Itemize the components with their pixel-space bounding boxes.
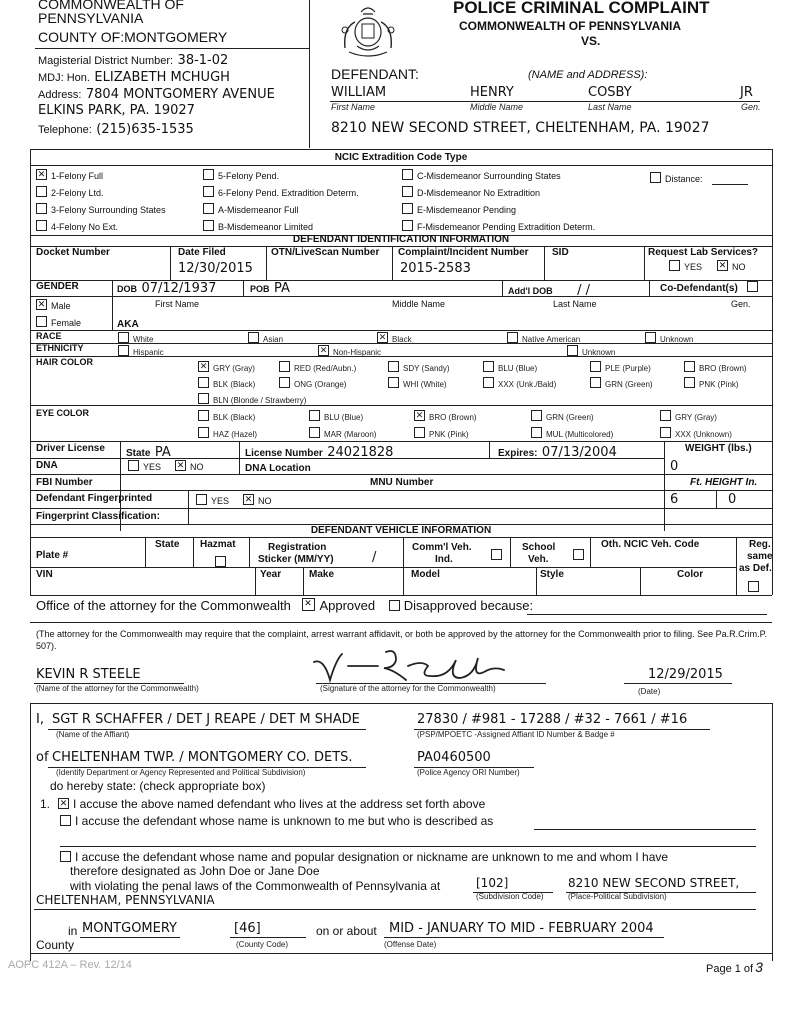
- page-label: Page 1 of: [706, 963, 754, 975]
- first-name-caption-2: First Name: [155, 299, 200, 309]
- attorney-name-caption: (Name of the attorney for the Commonwealth): [36, 684, 199, 693]
- hair-bln: BLN (Blonde / Strawberry): [198, 393, 306, 405]
- color-label: Color: [677, 569, 704, 580]
- page-total: 3: [755, 959, 763, 975]
- school-label: School: [522, 542, 556, 553]
- accuse-1-row: [40, 797, 485, 811]
- form-subtitle: COMMONWEALTH OF PENNSYLVANIA: [459, 19, 681, 33]
- hereby-state: do hereby state: (check appropriate box): [50, 779, 266, 793]
- hair-bro: BRO (Brown): [684, 361, 747, 373]
- eye-mar: MAR (Maroon): [309, 427, 376, 439]
- middle-name-caption-2: Middle Name: [392, 299, 446, 309]
- affiant-ids-caption: (PSP/MPOETC -Assigned Affiant ID Number & Badge #: [417, 730, 615, 739]
- defendant-address: 8210 NEW SECOND STREET, CHELTENHAM, PA. 19027: [331, 120, 710, 136]
- gender-male: ✕Male: [36, 299, 71, 311]
- county-name: MONTGOMERY: [82, 921, 177, 936]
- gen-caption-2: Gen.: [731, 299, 751, 309]
- eye-bro: ✕ BRO (Brown): [414, 410, 477, 422]
- complaint-label: Complaint/Incident Number: [398, 247, 529, 258]
- dna-location-label: DNA Location: [245, 463, 311, 474]
- hair-sdy: SDY (Sandy): [388, 361, 450, 373]
- school-label-2: Veh.: [528, 554, 549, 565]
- dob-row: DOB 07/12/1937: [117, 281, 217, 296]
- expires: 07/13/2004: [541, 445, 617, 460]
- accuse-2-checkbox: [60, 815, 71, 826]
- make-label: Make: [309, 569, 335, 580]
- docket-label: Docket Number: [36, 247, 110, 258]
- plate-label: Plate #: [36, 550, 69, 561]
- disapproved-checkbox: [389, 600, 400, 611]
- eye-blu: BLU (Blue): [309, 410, 363, 422]
- mdj-name: ELIZABETH MCHUGH: [94, 70, 230, 85]
- year-label: Year: [260, 569, 282, 580]
- ncic-5: 5-Felony Pend.: [203, 169, 279, 181]
- address-row: [38, 85, 275, 103]
- affiant-of: of: [36, 750, 49, 765]
- accuse-2-row: [60, 814, 493, 828]
- add-dob: / /: [577, 283, 590, 298]
- violating-text: with violating the penal laws of the Commonwealth of Pennsylvania at: [70, 879, 441, 893]
- otn-label: OTN/LiveScan Number: [271, 247, 380, 258]
- comm-checkbox: [491, 546, 506, 564]
- affiant-i: I,: [36, 712, 44, 727]
- mdj-row: [38, 68, 230, 86]
- approved-label: Approved: [319, 598, 376, 613]
- on-or-about: on or about: [316, 924, 377, 938]
- aka-label: AKA: [117, 319, 139, 330]
- checkbox-checked-icon: [198, 361, 209, 372]
- race-white: White: [118, 332, 153, 344]
- last-name-caption: Last Name: [588, 102, 632, 112]
- complaint-number: 2015-2583: [400, 261, 471, 276]
- race-label: RACE: [36, 331, 62, 341]
- eye-haz: HAZ (Hazel): [198, 427, 257, 439]
- reg-label-2: Sticker (MM/YY): [258, 554, 334, 565]
- pennsylvania-seal-icon: [333, 2, 403, 60]
- reg-def-checkbox: [748, 578, 763, 596]
- mnu-label: MNU Number: [370, 477, 434, 488]
- first-name-caption: First Name: [331, 102, 376, 112]
- hair-ong: ONG (Orange): [279, 377, 346, 389]
- height-label: Ft. HEIGHT In.: [690, 477, 758, 488]
- checkbox-checked-icon: [414, 410, 425, 421]
- ethnicity-non-hispanic: ✕ Non-Hispanic: [318, 345, 381, 357]
- dna-no: ✕ NO: [175, 460, 204, 472]
- ncic-a: A-Misdemeanor Full: [203, 203, 299, 215]
- affiant-ids: 27830 / #981 - 17288 / #32 - 7661 / #16: [417, 712, 688, 727]
- county-value: MONTGOMERY: [124, 29, 228, 45]
- court-address: 7804 MONTGOMERY AVENUE: [85, 87, 275, 102]
- header-commonwealth: COMMONWEALTH OF: [38, 0, 184, 12]
- affiant-names: SGT R SCHAFFER / DET J REAPE / DET M SHADE: [52, 712, 360, 727]
- checkbox-checked-icon: [243, 494, 254, 505]
- ncic-distance: Distance:: [650, 172, 703, 184]
- approved-checked-icon: [302, 598, 315, 611]
- race-black: ✕ Black: [377, 332, 412, 344]
- eye-grn: GRN (Green): [531, 410, 594, 422]
- defendant-gen: JR: [740, 85, 753, 100]
- dob: 07/12/1937: [141, 281, 217, 296]
- disapproved-label: Disapproved because:: [403, 598, 534, 613]
- codef-label: Co-Defendant(s): [660, 281, 762, 294]
- ncic-1-felony-full: ✕1-Felony Full: [36, 169, 103, 181]
- accuse-3-checkbox: [60, 851, 71, 862]
- ncic-c: C-Misdemeanor Surrounding States: [402, 169, 561, 181]
- eye-mul: MUL (Multicolored): [531, 427, 613, 439]
- defendant-first-name: WILLIAM: [331, 85, 387, 100]
- height-ft: 6: [670, 492, 679, 507]
- veh-state-label: State: [155, 539, 180, 550]
- attorney-note: (The attorney for the Commonwealth may require that the complaint, arrest warrant affidavit, or both be approved by the attorney for the Commonwealth prior to filing. See Pa.R.Crim.P. 507).: [36, 629, 768, 651]
- checkbox-checked-icon: [318, 345, 329, 356]
- vin-label: VIN: [36, 569, 53, 580]
- reg-def-label-3: as Def.: [739, 563, 772, 574]
- mdj-label: MDJ: Hon.: [38, 72, 90, 84]
- fingerprinted-label: Defendant Fingerprinted: [36, 493, 153, 504]
- eye-blk: BLK (Black): [198, 410, 255, 422]
- attorney-name: KEVIN R STEELE: [36, 667, 141, 682]
- comm-label: Comm'l Veh.: [412, 542, 472, 553]
- checkbox-checked-icon: [36, 169, 47, 180]
- office-text: Office of the attorney for the Commonwealth: [36, 598, 291, 613]
- gender-label: GENDER: [36, 281, 79, 292]
- ncic-3-felony-surr: 3-Felony Surrounding States: [36, 203, 166, 215]
- accuse-2-text: I accuse the defendant whose name is unknown to me but who is described as: [75, 814, 494, 828]
- accuse-3-row: [60, 850, 668, 864]
- middle-name-caption: Middle Name: [470, 102, 524, 112]
- ncic-title: NCIC Extradition Code Type: [334, 152, 468, 163]
- accuse-1-text: I accuse the above named defendant who lives at the address set forth above: [73, 797, 486, 811]
- hair-blk: BLK (Black): [198, 377, 255, 389]
- dl-state-row: State PA: [126, 445, 171, 460]
- dl-label: Driver License: [36, 443, 105, 454]
- header-county-row: [38, 29, 227, 45]
- district-label: Magisterial District Number:: [38, 55, 174, 67]
- attorney-approval-row: [36, 598, 533, 613]
- affiant-department: CHELTENHAM TWP. / MONTGOMERY CO. DETS.: [52, 750, 353, 765]
- hazmat-label: Hazmat: [200, 539, 236, 550]
- date-filed: 12/30/2015: [178, 261, 253, 276]
- eye-xxx: XXX (Unknown): [660, 427, 732, 439]
- weight: 0: [670, 459, 679, 474]
- hair-gry: ✕GRY (Gray): [198, 361, 255, 373]
- hazmat-checkbox: [215, 553, 230, 571]
- pob: PA: [273, 281, 290, 296]
- attorney-date-caption: (Date): [638, 687, 661, 696]
- race-unknown: Unknown: [645, 332, 693, 344]
- dl-state: PA: [154, 445, 171, 460]
- ident-title: DEFENDANT IDENTIFICATION INFORMATION: [292, 234, 510, 245]
- ncic-e: E-Misdemeanor Pending: [402, 203, 516, 215]
- name-address-label: (NAME and ADDRESS):: [528, 69, 648, 81]
- ncic-d: D-Misdemeanor No Extradition: [402, 186, 540, 198]
- district-row: [38, 51, 228, 69]
- pob-row: POB PA: [250, 281, 290, 296]
- county-label: COUNTY OF:: [38, 29, 125, 45]
- fp-class-label: Fingerprint Classification:: [36, 511, 160, 522]
- hair-blu: BLU (Blue): [483, 361, 537, 373]
- ncic-2-felony-ltd: 2-Felony Ltd.: [36, 186, 104, 198]
- ethnicity-label: ETHNICITY: [36, 343, 84, 353]
- defendant-middle-name: HENRY: [470, 85, 514, 100]
- affiant-ori-caption: (Police Agency ORI Number): [417, 768, 520, 777]
- gen-caption: Gen.: [741, 102, 761, 112]
- dna-label: DNA: [36, 460, 58, 471]
- hair-grn: GRN (Green): [590, 377, 653, 389]
- attorney-signature-caption: (Signature of the attorney for the Commonwealth): [320, 684, 496, 693]
- subdivision-code-caption: (Subdivision Code): [476, 892, 544, 901]
- telephone: (215)635-1535: [96, 122, 194, 137]
- license-number: 24021828: [327, 445, 394, 460]
- place: 8210 NEW SECOND STREET,: [568, 876, 740, 890]
- reg-def-label: Reg.: [749, 539, 771, 550]
- school-checkbox: [573, 546, 588, 564]
- hair-pnk: PNK (Pink): [684, 377, 739, 389]
- weight-label: WEIGHT (lbs.): [685, 443, 752, 454]
- reg-label: Registration: [268, 542, 327, 553]
- sid-label: SID: [552, 247, 569, 258]
- vehicle-title: DEFENDANT VEHICLE INFORMATION: [310, 525, 492, 536]
- hair-xxx: XXX (Unk./Bald): [483, 377, 556, 389]
- race-asian: Asian: [248, 332, 283, 344]
- offense-date: MID - JANUARY TO MID - FEBRUARY 2004: [389, 921, 654, 936]
- page-number: [706, 959, 763, 975]
- checkbox-checked-icon: [717, 260, 728, 271]
- hair-whi: WHI (White): [388, 377, 447, 389]
- eye-label: EYE COLOR: [36, 408, 90, 418]
- ncic-6: 6-Felony Pend. Extradition Determ.: [203, 186, 359, 198]
- in-label: in: [68, 924, 78, 938]
- hair-red: RED (Red/Aubn.): [279, 361, 356, 373]
- subdivision-code: [102]: [476, 876, 509, 890]
- fp-yes: YES: [196, 494, 229, 506]
- checkbox-checked-icon: [377, 332, 388, 343]
- ethnicity-unknown: Unknown: [567, 345, 615, 357]
- comm-label-2: Ind.: [435, 554, 453, 565]
- court-address-city: ELKINS PARK, PA. 19027: [38, 103, 195, 118]
- accuse-3-text: I accuse the defendant whose name and popular designation or nickname are unknown to me and whom I have: [75, 850, 669, 864]
- gender-female: Female: [36, 316, 81, 328]
- affiant-ori: PA0460500: [417, 750, 491, 765]
- height-in: 0: [728, 492, 737, 507]
- telephone-label: Telephone:: [38, 124, 92, 136]
- affiant-dept-caption: (Identify Department or Agency Represented and Political Subdivision): [56, 768, 306, 777]
- checkbox-checked-icon: [175, 460, 186, 471]
- ncic-4-felony-noext: 4-Felony No Ext.: [36, 220, 118, 232]
- oth-ncic-label: Oth. NCIC Veh. Code: [601, 539, 700, 550]
- fbi-label: FBI Number: [36, 477, 93, 488]
- form-id: AOPC 412A – Rev. 12/14: [8, 959, 132, 971]
- telephone-row: [38, 120, 194, 138]
- eye-pnk: PNK (Pink): [414, 427, 469, 439]
- lab-no: ✕ NO: [717, 260, 746, 272]
- fp-no: ✕ NO: [243, 494, 272, 506]
- add-dob-row: Add'l DOB / /: [508, 283, 590, 298]
- ncic-b: B-Misdemeanor Limited: [203, 220, 313, 232]
- ethnicity-hispanic: Hispanic: [118, 345, 164, 357]
- item-number: 1.: [40, 797, 51, 811]
- style-label: Style: [540, 569, 564, 580]
- address-label: Address:: [38, 89, 82, 101]
- district-number: 38-1-02: [177, 53, 229, 68]
- date-filed-label: Date Filed: [178, 247, 226, 258]
- lab-label: Request Lab Services?: [648, 247, 759, 258]
- form-title: POLICE CRIMINAL COMPLAINT: [453, 0, 710, 17]
- race-native-american: Native American: [507, 332, 580, 344]
- accuse-1-checked-icon: [58, 798, 69, 809]
- affiant-names-caption: (Name of the Affiant): [56, 730, 130, 739]
- last-name-caption-2: Last Name: [553, 299, 597, 309]
- eye-gry: GRY (Gray): [660, 410, 717, 422]
- place-caption: (Place-Political Subdivision): [568, 892, 667, 901]
- accuse-3-cont: therefore designated as John Doe or Jane Doe: [70, 864, 320, 878]
- county-code-caption: (County Code): [236, 940, 289, 949]
- expires-row: Expires: 07/13/2004: [498, 445, 617, 460]
- place-2: CHELTENHAM, PENNSYLVANIA: [36, 893, 215, 907]
- hair-label: HAIR COLOR: [36, 357, 93, 367]
- model-label: Model: [411, 569, 440, 580]
- attorney-date: 12/29/2015: [648, 667, 723, 682]
- reg-def-label-2: same: [747, 551, 773, 562]
- hair-ple: PLE (Purple): [590, 361, 651, 373]
- reg-slash: /: [372, 550, 377, 565]
- header-state: PENNSYLVANIA: [38, 10, 144, 26]
- form-vs: VS.: [581, 34, 601, 48]
- offense-date-caption: (Offense Date): [384, 940, 437, 949]
- attorney-signature: [312, 646, 532, 686]
- county-caption: County: [36, 938, 75, 952]
- dna-yes: YES: [128, 460, 161, 472]
- ncic-f: F-Misdemeanor Pending Extradition Determ.: [402, 220, 595, 232]
- lab-yes: YES: [669, 260, 702, 272]
- county-code: [46]: [234, 921, 261, 936]
- license-row: License Number 24021828: [245, 445, 394, 460]
- defendant-last-name: COSBY: [588, 85, 632, 100]
- defendant-label: DEFENDANT:: [331, 66, 419, 82]
- checkbox-checked-icon: [36, 299, 47, 310]
